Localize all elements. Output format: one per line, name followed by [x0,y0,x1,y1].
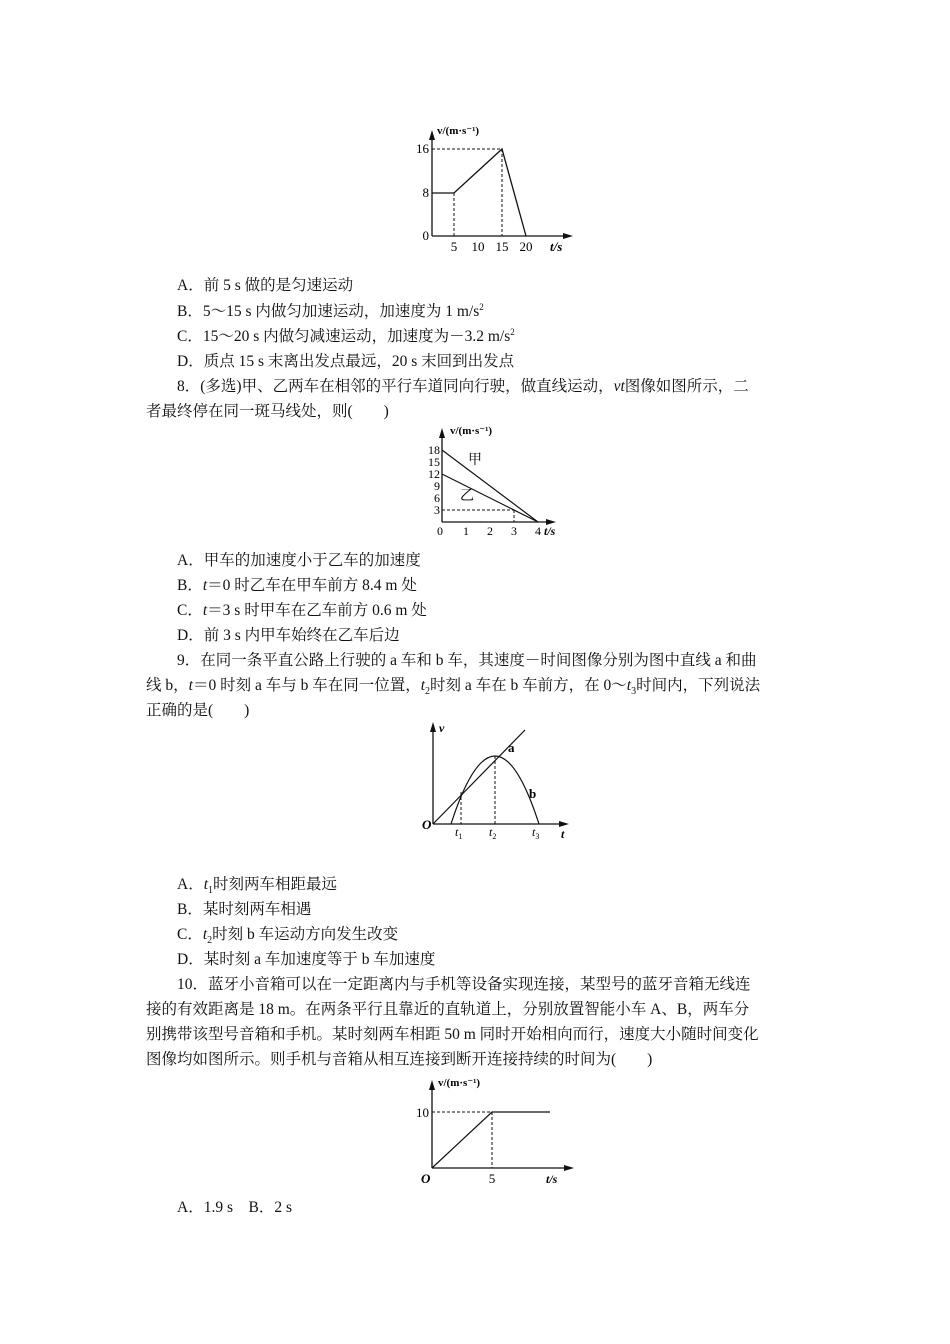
y-tick: 10 [416,1105,429,1120]
x-axis-label: t [561,827,565,841]
x-tick: 5 [450,239,458,254]
x-tick: 2 [487,524,493,538]
q8-option-d: D．前 3 s 内甲车始终在乙车后边 [177,627,400,644]
q10-stem-line2: 接的有效距离是 18 m。在两条平行且靠近的直轨道上，分别放置智能小车 A、B，两车分 [146,1001,750,1018]
q9-stem-line2: 线 b，t＝0 时刻 a 车与 b 车在同一位置，$t_2$时刻 a 车在 b 车前方，在 $0\sim t_3$时间内，下列说法 [146,677,761,698]
q9-option-d: D．某时刻 a 车加速度等于 b 车加速度 [177,951,436,968]
y-axis-label: v/(m·s⁻¹) [450,425,493,437]
line-label-a: a [508,740,515,755]
x-tick: 3 [511,524,517,538]
q7-option-d: D．质点 15 s 末离出发点最远，20 s 末回到出发点 [177,353,515,370]
q9-option-b: B．某时刻两车相遇 [177,901,312,918]
y-tick: 0 [422,228,429,243]
q8-option-c: C．t＝3 s 时甲车在乙车前方 0.6 m 处 [177,602,427,619]
x-tick: 0 [437,524,443,538]
q9-stem-line3: 正确的是( ) [146,702,250,719]
q7-option-a: A．前 5 s 做的是匀速运动 [177,277,354,294]
q8-option-a: A．甲车的加速度小于乙车的加速度 [177,552,421,569]
y-tick: 16 [416,141,429,156]
y-tick: 18 [428,443,440,457]
q9-stem-line1: 9．在同一条平直公路上行驶的 a 车和 b 车，其速度－时间图像分别为图中直线 a 和曲 [177,652,757,669]
series-label-yi: 乙 [460,489,474,504]
y-tick: 9 [434,479,440,493]
x-tick: 15 [495,239,509,254]
q7-option-c: C．15～20 s 内做匀减速运动，加速度为－3.2 $m/s^2$ [177,326,515,345]
series-label-jia: 甲 [468,453,482,468]
figure-vt-graph-2 [412,418,572,542]
y-tick: 3 [434,503,440,517]
q9-option-a: A．$t_1$时刻两车相距最远 [177,876,338,897]
y-tick: 12 [428,467,440,481]
figure-vt-graph-3 [415,718,575,848]
figure-vt-graph-4 [408,1072,578,1190]
y-tick: 8 [422,185,429,200]
origin-label: O [421,1171,431,1186]
x-axis-label: t/s [546,1172,558,1186]
x-tick: 1 [463,524,469,538]
x-tick: 4 [535,524,541,538]
x-axis-label: t/s [550,239,563,254]
q10-options-ab: A．1.9 s B．2 s [177,1199,292,1216]
curve-label-b: b [529,786,537,801]
y-axis-label: v/(m·s⁻¹) [437,125,480,137]
q7-option-b: B．5～15 s 内做匀加速运动，加速度为 1 $m/s^2$ [177,301,484,320]
q8-stem-line2: 者最终停在同一斑马线处，则( ) [146,403,389,420]
t3-label: $t_3$ [532,825,540,841]
q10-stem-line1: 10．蓝牙小音箱可以在一定距离内与手机等设备实现连接，某型号的蓝牙音箱无线连 [177,976,751,993]
y-tick: 15 [428,455,440,469]
x-tick: 20 [519,239,533,254]
q10-stem-line4: 图像均如图所示。则手机与音箱从相互连接到断开连接持续的时间为( ) [146,1051,653,1068]
t2-label: $t_2$ [489,825,497,841]
y-axis-label: v [439,721,445,735]
q10-stem-line3: 别携带该型号音箱和手机。某时刻两车相距 50 m 同时开始相向而行，速度大小随时间变化 [146,1026,759,1043]
origin-label: O [422,817,432,832]
q9-option-c: C．$t_2$时刻 b 车运动方向发生改变 [177,926,399,947]
y-tick: 6 [434,491,440,505]
q8-stem-line1: 8．(多选)甲、乙两车在相邻的平行车道同向行驶，做直线运动，vt图像如图所示，二 [177,378,749,395]
y-axis-label: v/(m·s⁻¹) [438,1077,481,1089]
x-axis-label: t/s [544,524,556,538]
figure-vt-graph-1 [405,118,585,258]
x-tick: 10 [471,239,485,254]
x-tick: 5 [488,1171,496,1186]
t1-label: $t_1$ [455,825,463,841]
q8-option-b: B．t＝0 时乙车在甲车前方 8.4 m 处 [177,577,417,594]
